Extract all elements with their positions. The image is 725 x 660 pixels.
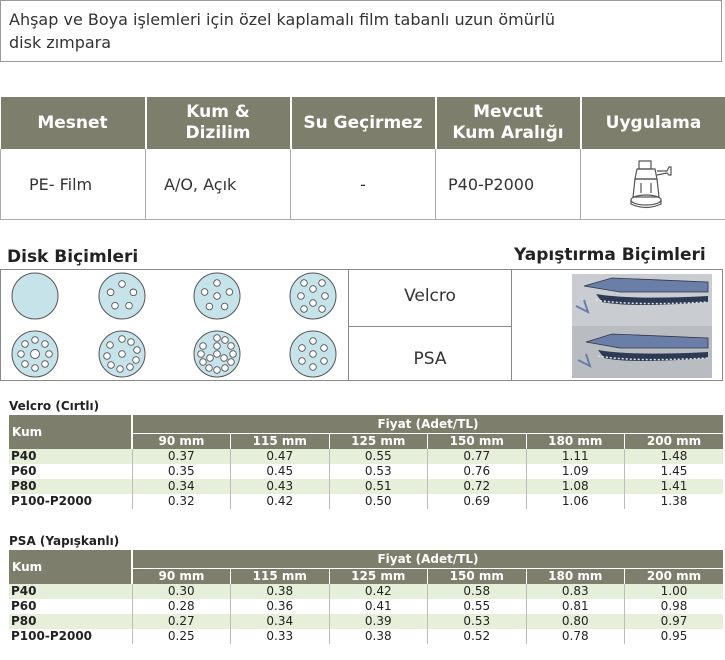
price-cell: 0.30 bbox=[132, 584, 231, 599]
price-cell: 0.45 bbox=[231, 464, 330, 479]
price-cell: 1.45 bbox=[660, 464, 688, 478]
velcro-size-header: 150 mm bbox=[428, 434, 527, 450]
description-line-1: Ahşap ve Boya işlemleri için özel kaplamalı film tabanlı uzun ömürlü bbox=[9, 10, 556, 29]
spec-header-uygulama: Uygulama bbox=[581, 97, 725, 149]
price-cell: 0.42 bbox=[231, 494, 330, 509]
spec-table bbox=[0, 97, 725, 220]
table-row bbox=[9, 449, 723, 464]
attachment-section-title: Yapıştırma Biçimleri bbox=[514, 245, 706, 265]
psa-size-header: 200 mm bbox=[625, 569, 724, 585]
price-cell: 0.77 bbox=[428, 449, 527, 464]
disk-shapes-grid bbox=[0, 269, 349, 381]
price-cell: 1.06 bbox=[526, 494, 625, 509]
spec-value-uygulama bbox=[581, 149, 725, 220]
price-cell: 1.08 bbox=[526, 479, 625, 494]
disk-15-holes-icon bbox=[194, 331, 240, 377]
spec-header-su-gecirmez: Su Geçirmez bbox=[291, 97, 436, 149]
price-cell: 0.58 bbox=[428, 584, 527, 599]
price-cell: 0.83 bbox=[526, 584, 625, 599]
price-cell: 1.11 bbox=[526, 449, 625, 464]
disk-no-holes-icon bbox=[12, 273, 58, 319]
price-cell: 0.41 bbox=[329, 599, 428, 614]
velcro-kum-header: Kum bbox=[9, 415, 132, 449]
description-line-2: disk zımpara bbox=[9, 33, 112, 52]
price-cell: 0.55 bbox=[329, 449, 428, 464]
price-cell: 0.38 bbox=[329, 629, 428, 644]
price-cell: 0.42 bbox=[329, 584, 428, 599]
price-cell: 1.38 bbox=[660, 494, 688, 508]
disk-5-holes-icon bbox=[99, 273, 145, 319]
attachment-velcro: Velcro bbox=[404, 286, 456, 306]
attachment-illustration-icon bbox=[512, 270, 722, 380]
velcro-size-header: 90 mm bbox=[132, 434, 231, 450]
product-description bbox=[0, 0, 722, 62]
price-cell: 0.55 bbox=[428, 599, 527, 614]
price-cell: 0.43 bbox=[231, 479, 330, 494]
price-cell: 0.72 bbox=[428, 479, 527, 494]
price-cell: 0.38 bbox=[231, 584, 330, 599]
price-cell: 1.09 bbox=[526, 464, 625, 479]
velcro-price-table bbox=[9, 415, 723, 509]
price-cell: 0.47 bbox=[231, 449, 330, 464]
velcro-table-title: Velcro (Cırtlı) bbox=[9, 399, 100, 413]
table-row bbox=[9, 479, 723, 494]
grit-cell: P60 bbox=[9, 464, 132, 479]
price-cell: 0.53 bbox=[329, 464, 428, 479]
spec-value-mesnet: PE- Film bbox=[1, 149, 146, 220]
velcro-size-header: 115 mm bbox=[231, 434, 330, 450]
velcro-size-header: 180 mm bbox=[526, 434, 625, 450]
disk-9-holes-icon bbox=[12, 331, 58, 377]
psa-size-header: 90 mm bbox=[132, 569, 231, 585]
price-cell: 0.32 bbox=[132, 494, 231, 509]
psa-kum-header: Kum bbox=[9, 550, 132, 584]
psa-size-header: 125 mm bbox=[329, 569, 428, 585]
price-cell: 1.41 bbox=[625, 479, 724, 494]
disk-6-holes-icon bbox=[194, 273, 240, 319]
table-row bbox=[9, 629, 723, 644]
attachment-psa: PSA bbox=[413, 349, 447, 369]
price-cell: 0.25 bbox=[132, 629, 231, 644]
price-cell: 0.34 bbox=[231, 614, 330, 629]
attachment-divider bbox=[349, 326, 511, 327]
price-cell: 0.36 bbox=[231, 599, 330, 614]
price-cell: 0.34 bbox=[132, 479, 231, 494]
disk-7-holes-icon bbox=[290, 331, 336, 377]
price-cell: 1.00 bbox=[625, 584, 724, 599]
price-cell: 0.37 bbox=[132, 449, 231, 464]
grit-cell: P60 bbox=[9, 599, 132, 614]
price-cell: 0.39 bbox=[329, 614, 428, 629]
price-cell: 0.53 bbox=[428, 614, 527, 629]
table-row bbox=[9, 599, 723, 614]
spec-value-kum-araligi: P40-P2000 bbox=[436, 149, 581, 220]
velcro-price-header: Fiyat (Adet/TL) bbox=[132, 415, 723, 434]
velcro-size-header: 200 mm bbox=[625, 434, 724, 450]
price-cell: 0.33 bbox=[231, 629, 330, 644]
disk-section-title: Disk Biçimleri bbox=[7, 247, 139, 267]
psa-size-header: 180 mm bbox=[526, 569, 625, 585]
price-cell: 0.76 bbox=[428, 464, 527, 479]
spec-header-kum-araligi: Mevcut Kum Aralığı bbox=[436, 97, 581, 149]
price-cell: 0.80 bbox=[526, 614, 625, 629]
spec-header-kum-dizilim: Kum & Dizilim bbox=[146, 97, 291, 149]
spec-header-mesnet: Mesnet bbox=[1, 97, 146, 149]
price-cell: 0.27 bbox=[132, 614, 231, 629]
price-cell: 0.69 bbox=[428, 494, 527, 509]
price-cell: 0.50 bbox=[329, 494, 428, 509]
price-cell: 0.35 bbox=[132, 464, 231, 479]
grit-cell: P100-P2000 bbox=[9, 494, 132, 509]
price-cell: 0.51 bbox=[329, 479, 428, 494]
grit-cell: P80 bbox=[9, 479, 132, 494]
table-row bbox=[9, 614, 723, 629]
price-cell: 0.98 bbox=[660, 599, 688, 613]
price-cell: 0.81 bbox=[526, 599, 625, 614]
grit-cell: P40 bbox=[9, 584, 132, 599]
price-cell: 1.48 bbox=[625, 449, 724, 464]
psa-price-header: Fiyat (Adet/TL) bbox=[132, 550, 723, 569]
psa-size-header: 115 mm bbox=[231, 569, 330, 585]
velcro-size-header: 125 mm bbox=[329, 434, 428, 450]
grit-cell: P80 bbox=[9, 614, 132, 629]
attachment-types bbox=[348, 269, 512, 381]
psa-price-table bbox=[9, 550, 723, 644]
psa-size-header: 150 mm bbox=[428, 569, 527, 585]
grit-cell: P100-P2000 bbox=[9, 629, 132, 644]
disk-11-holes-icon bbox=[99, 331, 145, 377]
price-cell: 0.95 bbox=[660, 629, 688, 643]
price-cell: 0.28 bbox=[132, 599, 231, 614]
psa-table-title: PSA (Yapışkanlı) bbox=[9, 534, 120, 548]
table-row bbox=[9, 494, 723, 509]
disk-8-holes-icon bbox=[290, 273, 336, 319]
sander-icon bbox=[623, 153, 683, 211]
price-cell: 0.52 bbox=[428, 629, 527, 644]
spec-value-kum-dizilim: A/O, Açık bbox=[146, 149, 291, 220]
table-row bbox=[9, 464, 723, 479]
price-cell: 0.78 bbox=[526, 629, 625, 644]
spec-value-su-gecirmez: - bbox=[291, 149, 436, 220]
table-row bbox=[9, 584, 723, 599]
attachment-illustration bbox=[511, 269, 723, 381]
price-cell: 0.97 bbox=[625, 614, 724, 629]
grit-cell: P40 bbox=[9, 449, 132, 464]
